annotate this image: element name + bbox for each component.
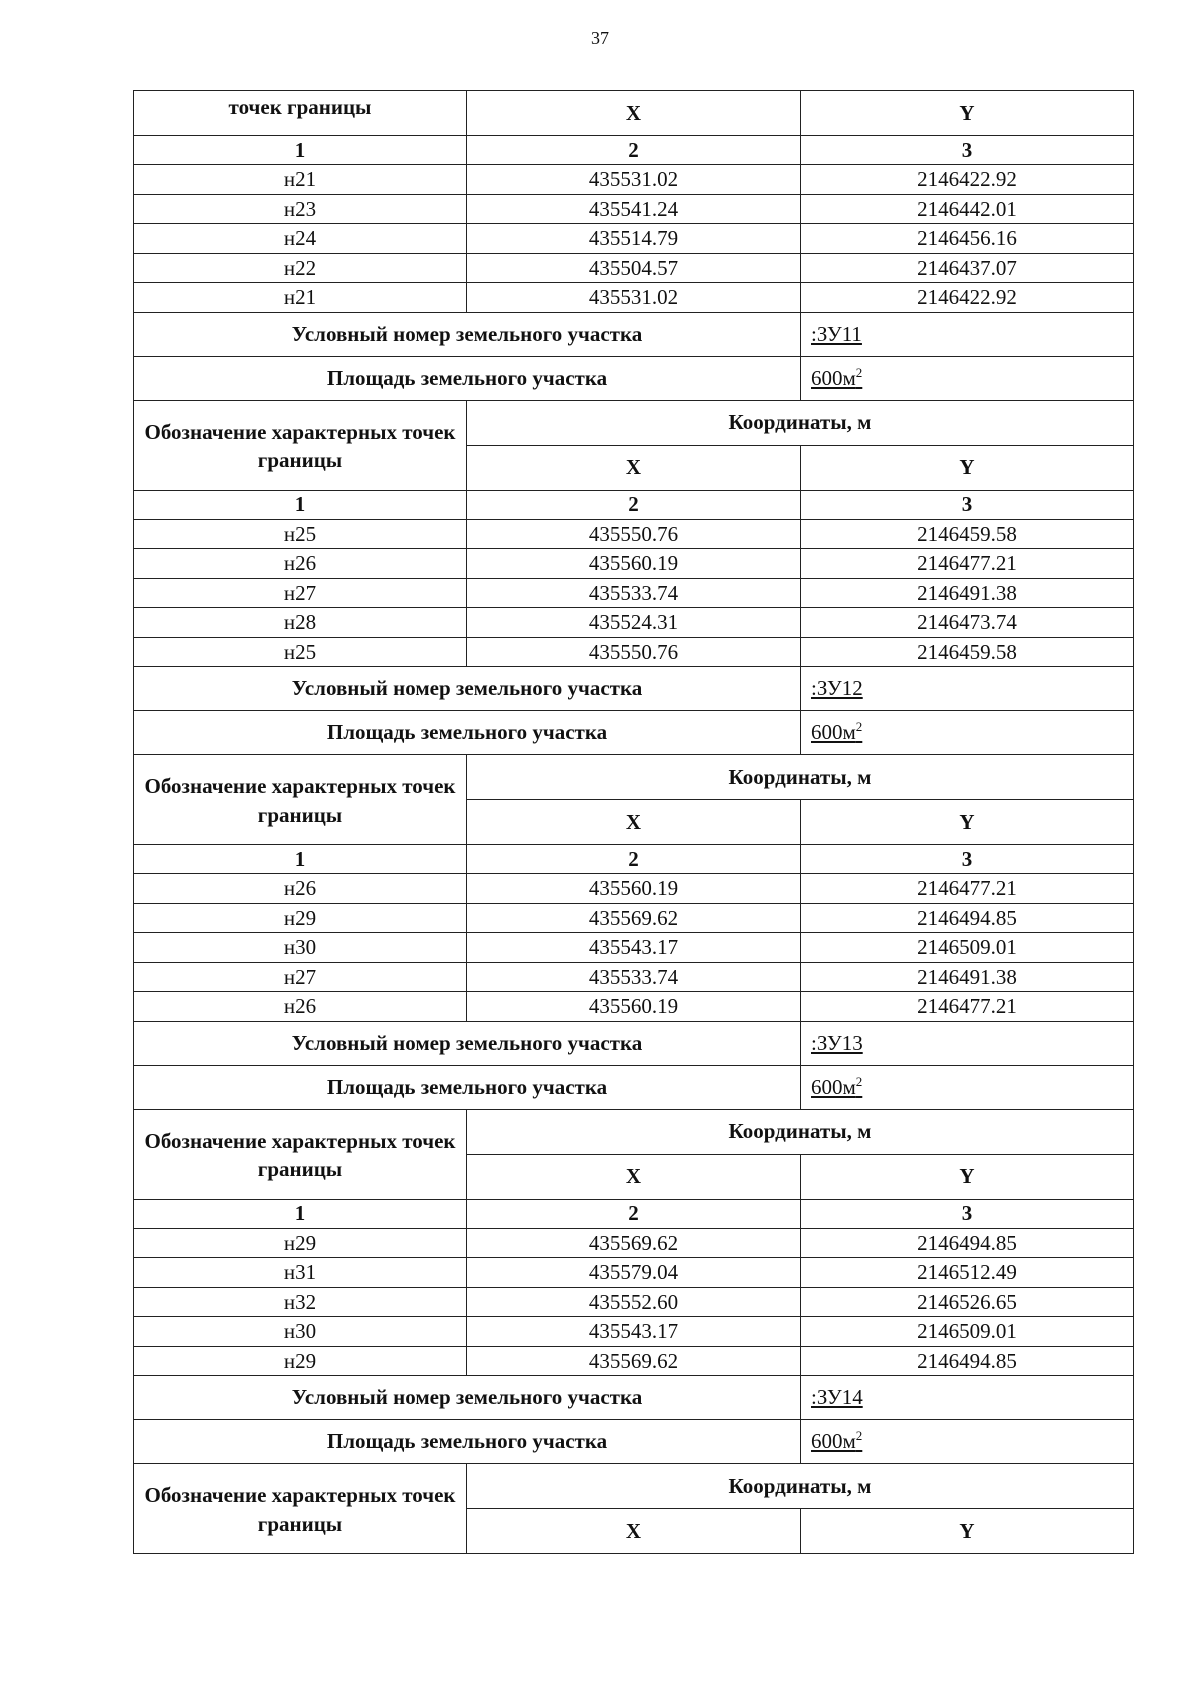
table-row <box>134 356 1134 400</box>
x-coordinate: 435550.76 <box>467 637 801 667</box>
coordinates-header: Координаты, м <box>467 1464 1134 1509</box>
table-row <box>134 962 1134 992</box>
coordinates-table <box>133 90 1134 1554</box>
parcel-number: :ЗУ14 <box>801 1376 1134 1420</box>
y-header: Y <box>801 91 1134 136</box>
x-header: X <box>467 1509 801 1554</box>
column-number-3: 3 <box>801 845 1134 874</box>
area-superscript: 2 <box>855 1073 863 1089</box>
table-row <box>134 1346 1134 1376</box>
point-name: н32 <box>134 1287 467 1317</box>
area-label: Площадь земельного участка <box>134 356 801 400</box>
table-row <box>134 1376 1134 1420</box>
table-row <box>134 845 1134 874</box>
y-coordinate: 2146477.21 <box>801 549 1134 579</box>
table-row <box>134 1464 1134 1509</box>
y-coordinate: 2146512.49 <box>801 1258 1134 1288</box>
page-number: 37 <box>591 28 609 48</box>
x-coordinate: 435531.02 <box>467 165 801 195</box>
table-row <box>134 400 1134 445</box>
points-designation-header: Обозначение характерных точек границы <box>134 400 467 490</box>
area-value <box>801 711 1134 755</box>
x-coordinate: 435552.60 <box>467 1287 801 1317</box>
table-row <box>134 1258 1134 1288</box>
y-coordinate: 2146494.85 <box>801 903 1134 933</box>
area-label: Площадь земельного участка <box>134 1065 801 1109</box>
x-coordinate: 435569.62 <box>467 1228 801 1258</box>
point-name: н28 <box>134 608 467 638</box>
x-coordinate: 435560.19 <box>467 992 801 1022</box>
area-superscript: 2 <box>855 719 863 735</box>
y-coordinate: 2146494.85 <box>801 1346 1134 1376</box>
point-name: н29 <box>134 903 467 933</box>
parcel-number: :ЗУ12 <box>801 667 1134 711</box>
parcel-number: :ЗУ13 <box>801 1021 1134 1065</box>
table-row <box>134 903 1134 933</box>
y-coordinate: 2146459.58 <box>801 519 1134 549</box>
x-header: X <box>467 1154 801 1199</box>
table-row <box>134 253 1134 283</box>
x-header: X <box>467 91 801 136</box>
x-coordinate: 435560.19 <box>467 874 801 904</box>
table-row <box>134 874 1134 904</box>
table-row <box>134 283 1134 313</box>
table-row <box>134 1065 1134 1109</box>
point-name: н21 <box>134 283 467 313</box>
y-header: Y <box>801 800 1134 845</box>
parcel-number: :ЗУ11 <box>801 312 1134 356</box>
table-row <box>134 312 1134 356</box>
x-coordinate: 435514.79 <box>467 224 801 254</box>
table-row <box>134 1228 1134 1258</box>
x-coordinate: 435550.76 <box>467 519 801 549</box>
column-number-3: 3 <box>801 136 1134 165</box>
area-number: 600м <box>811 720 856 745</box>
point-name: н26 <box>134 549 467 579</box>
y-coordinate: 2146526.65 <box>801 1287 1134 1317</box>
x-coordinate: 435543.17 <box>467 1317 801 1347</box>
column-number-1: 1 <box>134 1199 467 1228</box>
column-number-2: 2 <box>467 136 801 165</box>
column-number-1: 1 <box>134 136 467 165</box>
table-row <box>134 637 1134 667</box>
area-number: 600м <box>811 1429 856 1454</box>
x-coordinate: 435543.17 <box>467 933 801 963</box>
points-designation-header: Обозначение характерных точек границы <box>134 1109 467 1199</box>
area-number: 600м <box>811 1074 856 1099</box>
column-number-2: 2 <box>467 490 801 519</box>
conditional-number-label: Условный номер земельного участка <box>134 1021 801 1065</box>
conditional-number-label: Условный номер земельного участка <box>134 312 801 356</box>
point-name: н21 <box>134 165 467 195</box>
coordinates-header: Координаты, м <box>467 1109 1134 1154</box>
table-row <box>134 165 1134 195</box>
column-number-3: 3 <box>801 1199 1134 1228</box>
column-number-3: 3 <box>801 490 1134 519</box>
x-coordinate: 435579.04 <box>467 1258 801 1288</box>
x-coordinate: 435533.74 <box>467 578 801 608</box>
point-name: н23 <box>134 194 467 224</box>
area-label: Площадь земельного участка <box>134 1420 801 1464</box>
x-coordinate: 435533.74 <box>467 962 801 992</box>
x-coordinate: 435569.62 <box>467 1346 801 1376</box>
x-header: X <box>467 445 801 490</box>
x-header: X <box>467 800 801 845</box>
point-name: н29 <box>134 1228 467 1258</box>
x-coordinate: 435504.57 <box>467 253 801 283</box>
table-row <box>134 1021 1134 1065</box>
x-coordinate: 435531.02 <box>467 283 801 313</box>
point-name: н31 <box>134 1258 467 1288</box>
y-header: Y <box>801 1154 1134 1199</box>
table-row <box>134 224 1134 254</box>
coordinates-header: Координаты, м <box>467 755 1134 800</box>
table-row <box>134 755 1134 800</box>
table-row <box>134 1109 1134 1154</box>
y-coordinate: 2146491.38 <box>801 962 1134 992</box>
point-name: н26 <box>134 992 467 1022</box>
conditional-number-label: Условный номер земельного участка <box>134 667 801 711</box>
area-superscript: 2 <box>855 364 863 380</box>
x-coordinate: 435524.31 <box>467 608 801 638</box>
point-name: н25 <box>134 637 467 667</box>
table-row <box>134 578 1134 608</box>
table-row <box>134 549 1134 579</box>
y-header: Y <box>801 445 1134 490</box>
y-coordinate: 2146494.85 <box>801 1228 1134 1258</box>
column-number-2: 2 <box>467 1199 801 1228</box>
y-coordinate: 2146422.92 <box>801 283 1134 313</box>
x-coordinate: 435560.19 <box>467 549 801 579</box>
y-coordinate: 2146509.01 <box>801 933 1134 963</box>
point-name: н27 <box>134 962 467 992</box>
y-coordinate: 2146456.16 <box>801 224 1134 254</box>
y-header: Y <box>801 1509 1134 1554</box>
point-name: н30 <box>134 1317 467 1347</box>
area-superscript: 2 <box>855 1428 863 1444</box>
y-coordinate: 2146422.92 <box>801 165 1134 195</box>
table-row <box>134 1317 1134 1347</box>
y-coordinate: 2146442.01 <box>801 194 1134 224</box>
y-coordinate: 2146437.07 <box>801 253 1134 283</box>
table-row <box>134 490 1134 519</box>
table-row <box>134 992 1134 1022</box>
point-name: н30 <box>134 933 467 963</box>
point-name: н25 <box>134 519 467 549</box>
points-designation-header: Обозначение характерных точек границы <box>134 1464 467 1554</box>
column-number-2: 2 <box>467 845 801 874</box>
column-number-1: 1 <box>134 845 467 874</box>
x-coordinate: 435569.62 <box>467 903 801 933</box>
point-name: н29 <box>134 1346 467 1376</box>
coordinates-header: Координаты, м <box>467 400 1134 445</box>
y-coordinate: 2146477.21 <box>801 874 1134 904</box>
table-row <box>134 519 1134 549</box>
x-coordinate: 435541.24 <box>467 194 801 224</box>
table-row <box>134 91 1134 136</box>
table-row <box>134 667 1134 711</box>
column-number-1: 1 <box>134 490 467 519</box>
area-number: 600м <box>811 365 856 390</box>
area-value <box>801 1420 1134 1464</box>
area-label: Площадь земельного участка <box>134 711 801 755</box>
y-coordinate: 2146477.21 <box>801 992 1134 1022</box>
point-name: н24 <box>134 224 467 254</box>
y-coordinate: 2146459.58 <box>801 637 1134 667</box>
y-coordinate: 2146491.38 <box>801 578 1134 608</box>
table-row <box>134 711 1134 755</box>
y-coordinate: 2146473.74 <box>801 608 1134 638</box>
area-value <box>801 356 1134 400</box>
y-coordinate: 2146509.01 <box>801 1317 1134 1347</box>
point-name: н22 <box>134 253 467 283</box>
conditional-number-label: Условный номер земельного участка <box>134 1376 801 1420</box>
table-row <box>134 1287 1134 1317</box>
table-row <box>134 194 1134 224</box>
area-value <box>801 1065 1134 1109</box>
table-row <box>134 136 1134 165</box>
table-row <box>134 608 1134 638</box>
table-row <box>134 1420 1134 1464</box>
points-designation-header: Обозначение характерных точек границы <box>134 755 467 845</box>
table-row <box>134 933 1134 963</box>
point-name: н27 <box>134 578 467 608</box>
table-row <box>134 1199 1134 1228</box>
points-designation-header: точек границы <box>134 91 467 136</box>
point-name: н26 <box>134 874 467 904</box>
